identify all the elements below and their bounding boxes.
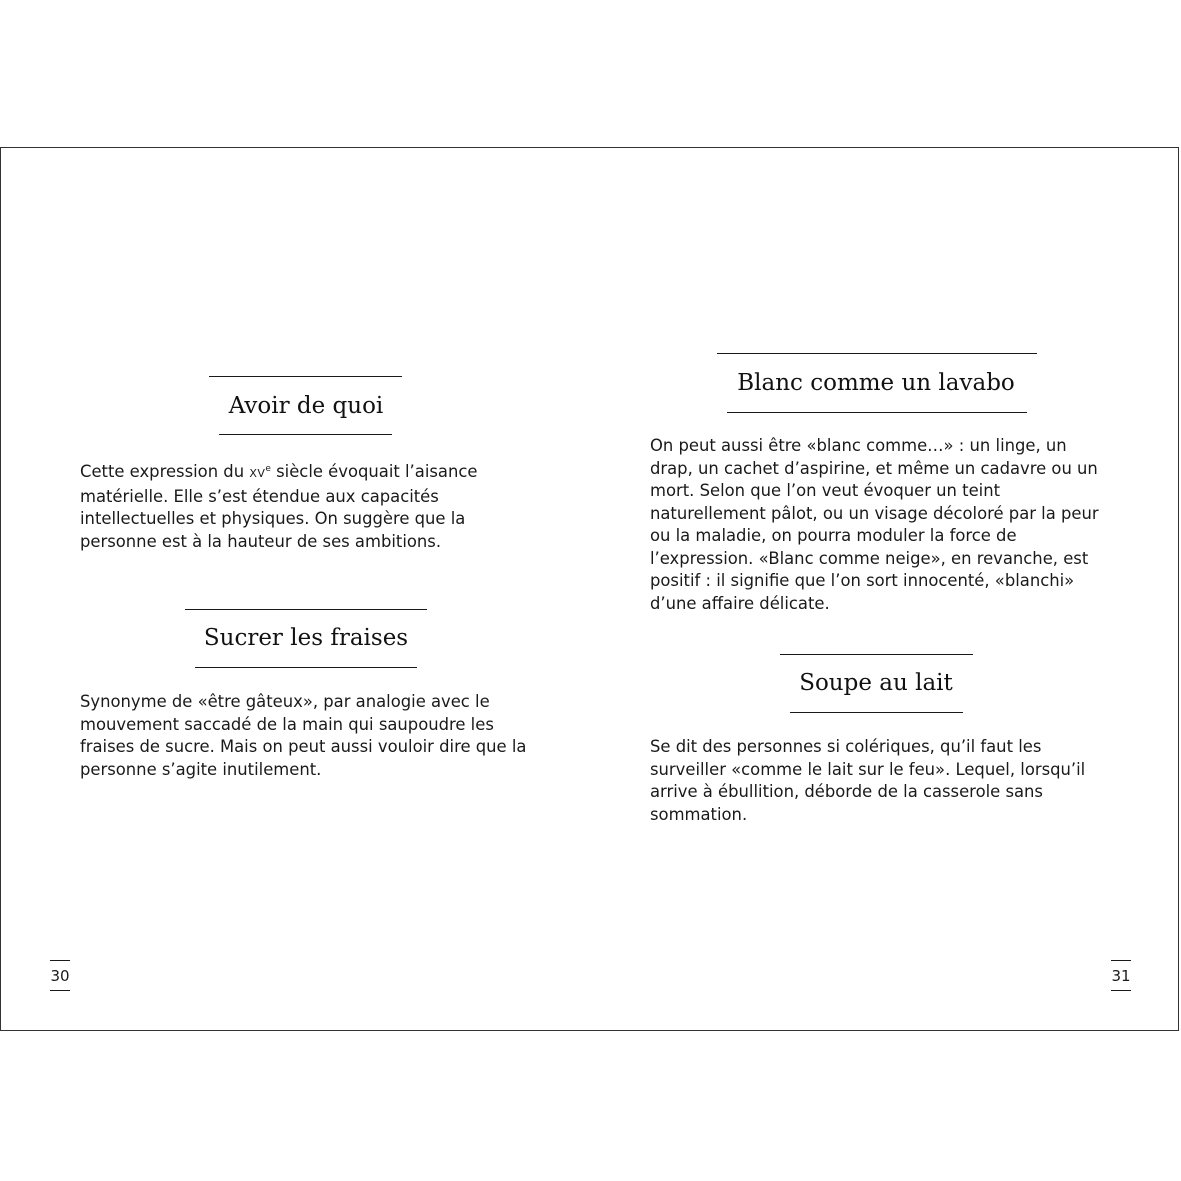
title-rule-top: [185, 609, 427, 610]
title-rule-top: [780, 654, 973, 655]
right-page: [591, 148, 1180, 1030]
folio-rule-bottom: [1111, 990, 1131, 991]
book-spread: [0, 147, 1179, 1031]
folio-rule-bottom: [50, 990, 70, 991]
page-number: 31: [1111, 967, 1131, 985]
title-rule-bottom: [195, 667, 417, 668]
page-number-right: [1110, 960, 1132, 991]
entry-soupe-au-lait: [591, 148, 1180, 848]
folio-rule-top: [50, 960, 70, 961]
century-numeral: XV: [249, 467, 266, 480]
entry-title: Blanc comme un lavabo: [737, 370, 1015, 396]
entry-body: Se dit des personnes si colériques, qu’il faut les surveiller «comme le lait sur le feu». Lequel, lorsqu’il arrive à ébullition, déborde de la casserole sans sommation.: [650, 737, 1086, 824]
title-rule-bottom: [790, 712, 963, 713]
entry-title: Avoir de quoi: [228, 393, 384, 419]
folio-rule-top: [1111, 960, 1131, 961]
left-page: [1, 148, 591, 1030]
page-number: 30: [50, 967, 70, 985]
entry-sucrer-les-fraises: [1, 148, 591, 848]
body-text-before: Cette expression du: [80, 462, 250, 481]
page-number-left: [49, 960, 71, 991]
body-text-after: siècle évoquait l’aisance matérielle. Elle s’est étendue aux capacités intellectuelles et physiques. On suggère que la personne est à la hauteur de ses ambitions.: [80, 462, 478, 551]
entry-title: Sucrer les fraises: [203, 625, 409, 651]
entry-title: Soupe au lait: [799, 670, 953, 696]
entry-body: Synonyme de «être gâteux», par analogie avec le mouvement saccadé de la main qui saupoudre les fraises de sucre. Mais on peut aussi vouloir dire que la personne s’agite inutilement.: [80, 692, 527, 779]
century-superscript: e: [265, 464, 271, 474]
entry-body: On peut aussi être «blanc comme…» : un linge, un drap, un cachet d’aspirine, et même un cadavre ou un mort. Selon que l’on veut évoquer un teint naturellement pâlot, ou un visage décoloré par la peur ou la maladie, on pourra moduler la force de l’expression. «Blanc comme neige», en revanche, est positif : il signifie que l’on sort innocenté, «blanchi» d’une affaire délicate.: [650, 436, 1099, 613]
